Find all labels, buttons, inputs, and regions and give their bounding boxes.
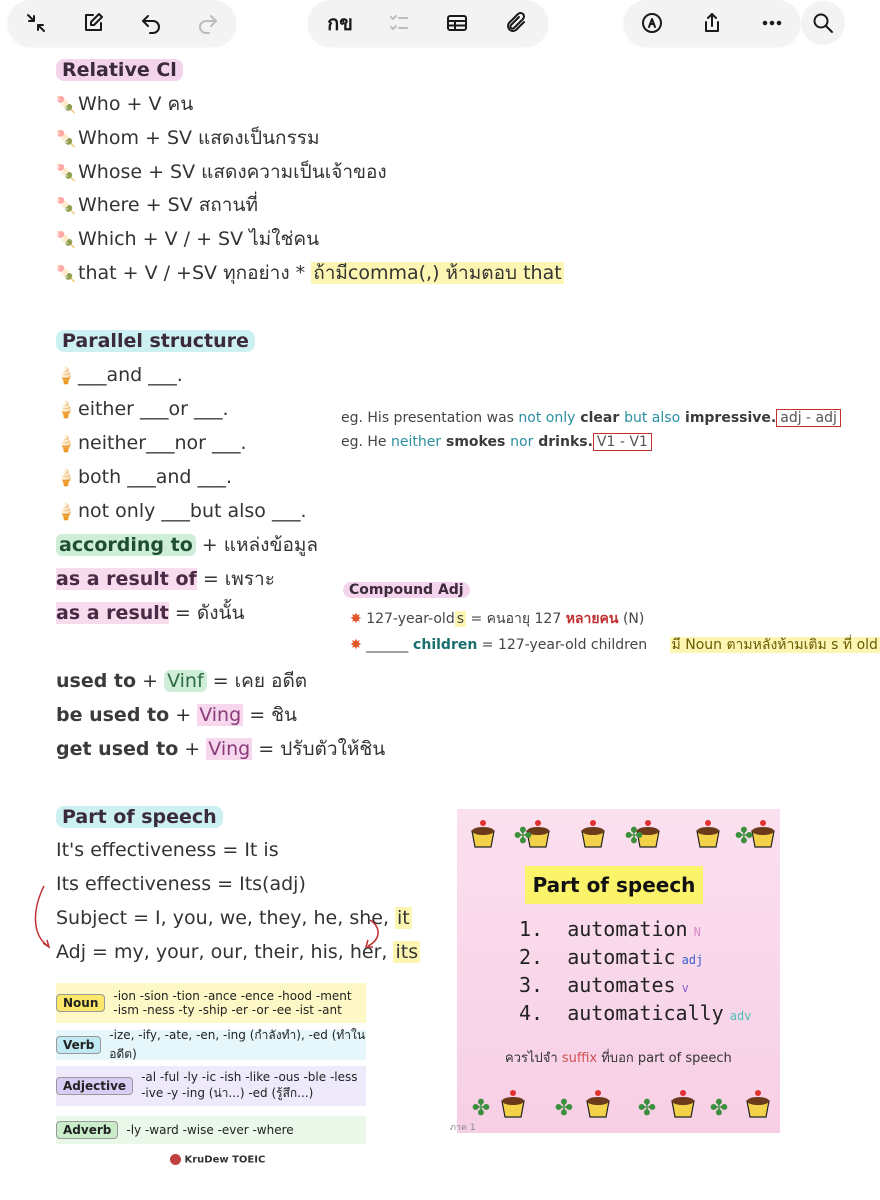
compound-line-2: ✸ ______ children = 127-year-old children มี Noun ตามหลังห้ามเติม s ที่ old xyxy=(350,637,878,653)
arrow-annotation xyxy=(30,880,390,960)
checklist-icon[interactable] xyxy=(377,1,421,45)
clover-icon: ✤ xyxy=(734,824,754,849)
pos-card-image xyxy=(457,809,780,1133)
relative-heading: Relative Cl xyxy=(56,59,183,81)
compose-icon[interactable] xyxy=(71,1,115,45)
card-page-label: ภาค 1 xyxy=(450,1123,476,1133)
compound-line-1: ✸ 127-year-old s = คนอายุ 127 หลายคน (N) xyxy=(350,611,645,627)
pos-heading: Part of speech xyxy=(56,806,223,828)
used-to-line: used to + Vinf = เคย อดีต xyxy=(56,670,308,692)
search-icon[interactable] xyxy=(801,1,845,45)
ice-cream-icon: 🍦 xyxy=(56,468,76,487)
suffix-row-noun: Noun -ion -sion -tion -ance -ence -hood -ment -ism -ness -ty -ship -er -or -ee -ist -ant xyxy=(56,983,366,1023)
suffix-row-verb: Verb -ize, -ify, -ate, -en, -ing (กำลังทำ), -ed (ทำในอดีต) xyxy=(56,1030,366,1060)
list-item: 🍦 not only ___but also ___. xyxy=(56,497,307,525)
list-item: 🍦 both ___and ___. xyxy=(56,463,232,491)
attachment-icon[interactable] xyxy=(494,1,538,45)
v1-v1-tag: V1 - V1 xyxy=(593,433,652,451)
skewer-icon: 🍡 xyxy=(56,230,76,249)
redo-icon[interactable] xyxy=(186,1,230,45)
phrase-as-a-result-of: as a result of = เพราะ xyxy=(56,568,275,590)
toolbar-right-group xyxy=(624,0,800,46)
skewer-icon: 🍡 xyxy=(56,129,76,148)
parallel-title xyxy=(56,327,255,355)
skewer-icon: 🍡 xyxy=(56,264,76,283)
ice-cream-icon: 🍦 xyxy=(56,502,76,521)
logo-icon xyxy=(170,1154,181,1165)
phrase-according-to: according to + แหล่งข้อมูล xyxy=(56,531,318,559)
burst-icon: ✸ xyxy=(350,611,362,627)
clover-icon: ✤ xyxy=(554,1096,574,1121)
pos-title xyxy=(56,803,223,831)
pos-line-2: Its effectiveness = Its(adj) xyxy=(56,873,306,895)
pudding-row-bottom xyxy=(457,1085,780,1133)
list-item: 🍡 Whose + SV แสดงความเป็นเจ้าของ xyxy=(56,158,387,186)
skewer-icon: 🍡 xyxy=(56,196,76,215)
language-button[interactable]: กข xyxy=(327,11,353,35)
parallel-example-2: eg. He neither smokes nor drinks. V1 - V1 xyxy=(341,434,652,450)
clover-icon: ✤ xyxy=(709,1096,729,1121)
more-icon[interactable] xyxy=(750,1,794,45)
list-item: 🍡 Who + V คน xyxy=(56,90,193,118)
card-item: 4. automatically adv xyxy=(519,1001,752,1025)
list-item: 🍦 neither___nor ___. xyxy=(56,429,247,457)
markup-pen-icon[interactable] xyxy=(630,1,674,45)
be-used-to-line: be used to + Ving = ชิน xyxy=(56,704,298,726)
suffix-row-adverb: Adverb -ly -ward -wise -ever -where xyxy=(56,1116,366,1144)
list-item: 🍡 Whom + SV แสดงเป็นกรรม xyxy=(56,124,320,152)
adj-adj-tag: adj - adj xyxy=(776,409,841,427)
card-title: Part of speech xyxy=(525,866,703,904)
parallel-heading: Parallel structure xyxy=(56,330,255,352)
pos-line-4: Adj = my, your, our, their, his, her, its xyxy=(56,941,419,963)
suffix-row-adjective: Adjective -al -ful -ly -ic -ish -like -ous -ble -less -ive -y -ing (น่า...) -ed (รู้สึก...) xyxy=(56,1066,366,1106)
clover-icon: ✤ xyxy=(471,1096,491,1121)
undo-icon[interactable] xyxy=(129,1,173,45)
ice-cream-icon: 🍦 xyxy=(56,434,76,453)
skewer-icon: 🍡 xyxy=(56,163,76,182)
list-item: 🍡 that + V / +SV ทุกอย่าง * ถ้ามีcomma(,) ห้ามตอบ that xyxy=(56,259,564,287)
card-item: 3. automates v xyxy=(519,973,689,997)
burst-icon: ✸ xyxy=(350,637,362,653)
pos-line-1: It's effectiveness = It is xyxy=(56,839,279,861)
table-icon[interactable] xyxy=(435,1,479,45)
comma-note: ถ้ามีcomma(,) ห้ามตอบ that xyxy=(313,262,562,284)
list-item: 🍡 Which + V / + SV ไม่ใช่คน xyxy=(56,225,319,253)
brand-label: KruDew TOEIC xyxy=(170,1154,265,1166)
get-used-to-line: get used to + Ving = ปรับตัวให้ชิน xyxy=(56,738,386,760)
clover-icon: ✤ xyxy=(513,824,533,849)
ice-cream-icon: 🍦 xyxy=(56,366,76,385)
list-item: 🍦 ___and ___. xyxy=(56,361,183,389)
toolbar-center-group xyxy=(308,0,548,46)
ice-cream-icon: 🍦 xyxy=(56,400,76,419)
skewer-icon: 🍡 xyxy=(56,95,76,114)
toolbar-left-group xyxy=(8,0,236,46)
relative-title xyxy=(56,56,183,84)
card-item: 2. automatic adj xyxy=(519,945,704,969)
clover-icon: ✤ xyxy=(624,824,644,849)
collapse-icon[interactable] xyxy=(14,1,58,45)
list-item: 🍡 Where + SV สถานที่ xyxy=(56,191,258,219)
clover-icon: ✤ xyxy=(637,1096,657,1121)
card-note: ควรไปจำ suffix ที่บอก part of speech xyxy=(505,1051,732,1066)
share-icon[interactable] xyxy=(690,1,734,45)
card-item: 1. automation N xyxy=(519,917,701,941)
compound-title: Compound Adj xyxy=(343,582,470,598)
pos-line-3: Subject = I, you, we, they, he, she, it xyxy=(56,907,410,929)
parallel-example-1: eg. His presentation was not only clear but also impressive. adj - adj xyxy=(341,410,841,426)
phrase-as-a-result: as a result = ดังนั้น xyxy=(56,602,245,624)
list-item: 🍦 either ___or ___. xyxy=(56,395,229,423)
